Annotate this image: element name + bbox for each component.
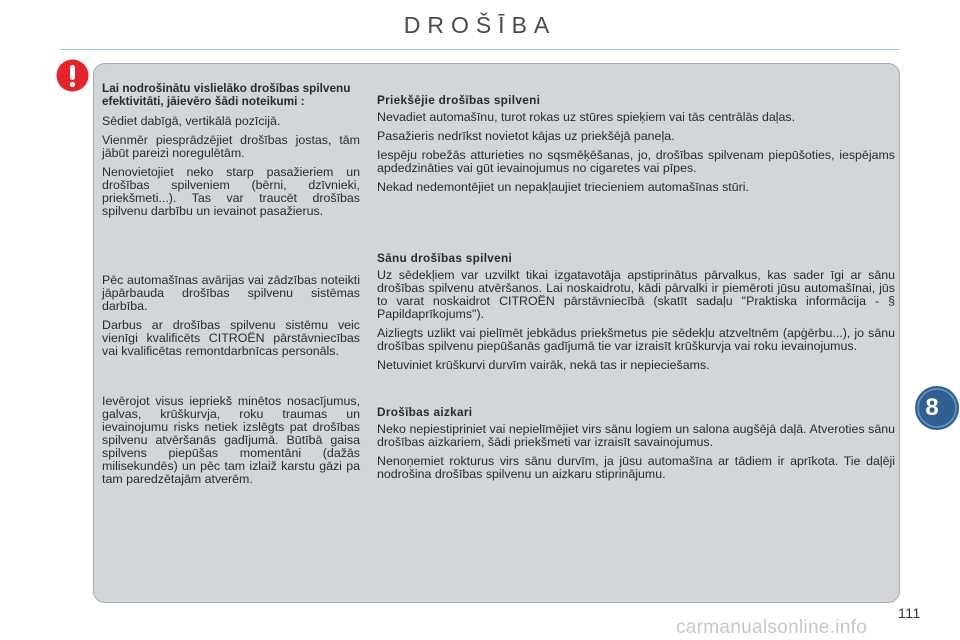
- right-column: [377, 94, 895, 487]
- spacer: [102, 224, 360, 274]
- page-number: 111: [898, 605, 921, 621]
- paragraph: Sēdiet dabīgā, vertikālā pozīcijā.: [102, 114, 281, 128]
- paragraph: Pēc automašīnas avārijas vai zādzības noteikti jāpārbauda drošības spilvenu sistēmas darbība.: [102, 273, 360, 313]
- exclamation-icon: [56, 59, 89, 92]
- paragraph: Neko nepiestipriniet vai nepielīmējiet virs sānu logiem un salona augšējā daļā. Atveroties sānu drošības aizkariem, šādi priekšmeti var izraisīt savainojumus.: [377, 422, 895, 449]
- chapter-number: 8: [925, 394, 939, 421]
- spacer: [377, 378, 895, 406]
- paragraph: Nenovietojiet neko starp pasažieriem un drošības spilveniem (bērni, dzīvnieki, priekšmeti...). Tas var traucēt drošības spilvenu darbību un ievainot pasažierus.: [102, 165, 360, 218]
- paragraph: Iespēju robežās atturieties no sqsmēķēšanas, jo, drošības spilvenam piepūšoties, iespējams apdedzināties vai gūt ievainojumus no cigaretes vai pīpes.: [377, 148, 895, 175]
- section-title-side: Sānu drošības spilveni: [377, 251, 513, 265]
- paragraph: Uz sēdekļiem var uzvilkt tikai izgatavotāja apstiprinātus pārvalkus, kas sader īgi ar sānu drošības spilvenu atvēršanos. Lai noskaidrotu, kādi pārvalki ir piemēroti jūsu automašīnai, jūs to varat noskaidrot CITROËN pārstāvniecībā (skatīt sadaļu "Praktiska informācija - § Papildaprīkojums").: [377, 268, 895, 321]
- paragraph: Aizliegts uzlikt vai pielīmēt jebkādus priekšmetus pie sēdekļu atzveltnēm (apģērbu...), jo sānu drošības spilvenu piepūšanās gadījumā tie var izraisīt krūškurvja vai roku ievainojumus.: [377, 326, 895, 353]
- paragraph: Pasažieris nedrīkst novietot kājas uz priekšējā paneļa.: [377, 129, 675, 143]
- paragraph: Ievērojot visus iepriekš minētos nosacījumus, galvas, krūškurvja, roku traumas un ievainojumu risks netiek izslēgts pat drošības spilvenu atvēršanās gadījumā. Būtībā gaisa spilvens piepūšas momentāni (dažās milisekundēs) un pēc tam izlaiž karstu gāzi pa tam paredzētajām atverēm.: [102, 394, 360, 486]
- spacer: [377, 200, 895, 252]
- page-title: DROŠĪBA: [403, 12, 557, 38]
- paragraph: Nenoņemiet rokturus virs sānu durvīm, ja jūsu automašīna ar tādiem ir aprīkota. Tie daļēji nodrošina drošības spilvenu un aizkaru stiprinājumu.: [377, 454, 895, 481]
- spacer: [102, 364, 360, 395]
- paragraph: Netuviniet krūškurvi durvīm vairāk, nekā tas ir nepieciešams.: [377, 358, 710, 372]
- left-column: [102, 82, 360, 492]
- paragraph: Darbus ar drošības spilvenu sistēmu veic vienīgi kvalificēts CITROËN pārstāvniecības vai kvalificētas remontdarbnīcas personāls.: [102, 318, 360, 358]
- paragraph: Nevadiet automašīnu, turot rokas uz stūres spieķiem vai tās centrālās daļas.: [377, 110, 796, 124]
- title-divider: [60, 49, 900, 50]
- paragraph: Nekad nedemontējiet un nepakļaujiet triecieniem automašīnas stūri.: [377, 180, 749, 194]
- watermark: carmanualsonline.info: [676, 617, 868, 638]
- paragraph: Vienmēr piesprādzējiet drošības jostas, tām jābūt pareizi noregulētām.: [102, 133, 360, 160]
- lead-heading: Lai nodrošinātu vislielāko drošības spilvenu efektivitāti, jāievēro šādi noteikumi :: [102, 81, 351, 108]
- section-title-front: Priekšējie drošības spilveni: [377, 93, 541, 107]
- section-title-curtain: Drošības aizkari: [377, 405, 473, 419]
